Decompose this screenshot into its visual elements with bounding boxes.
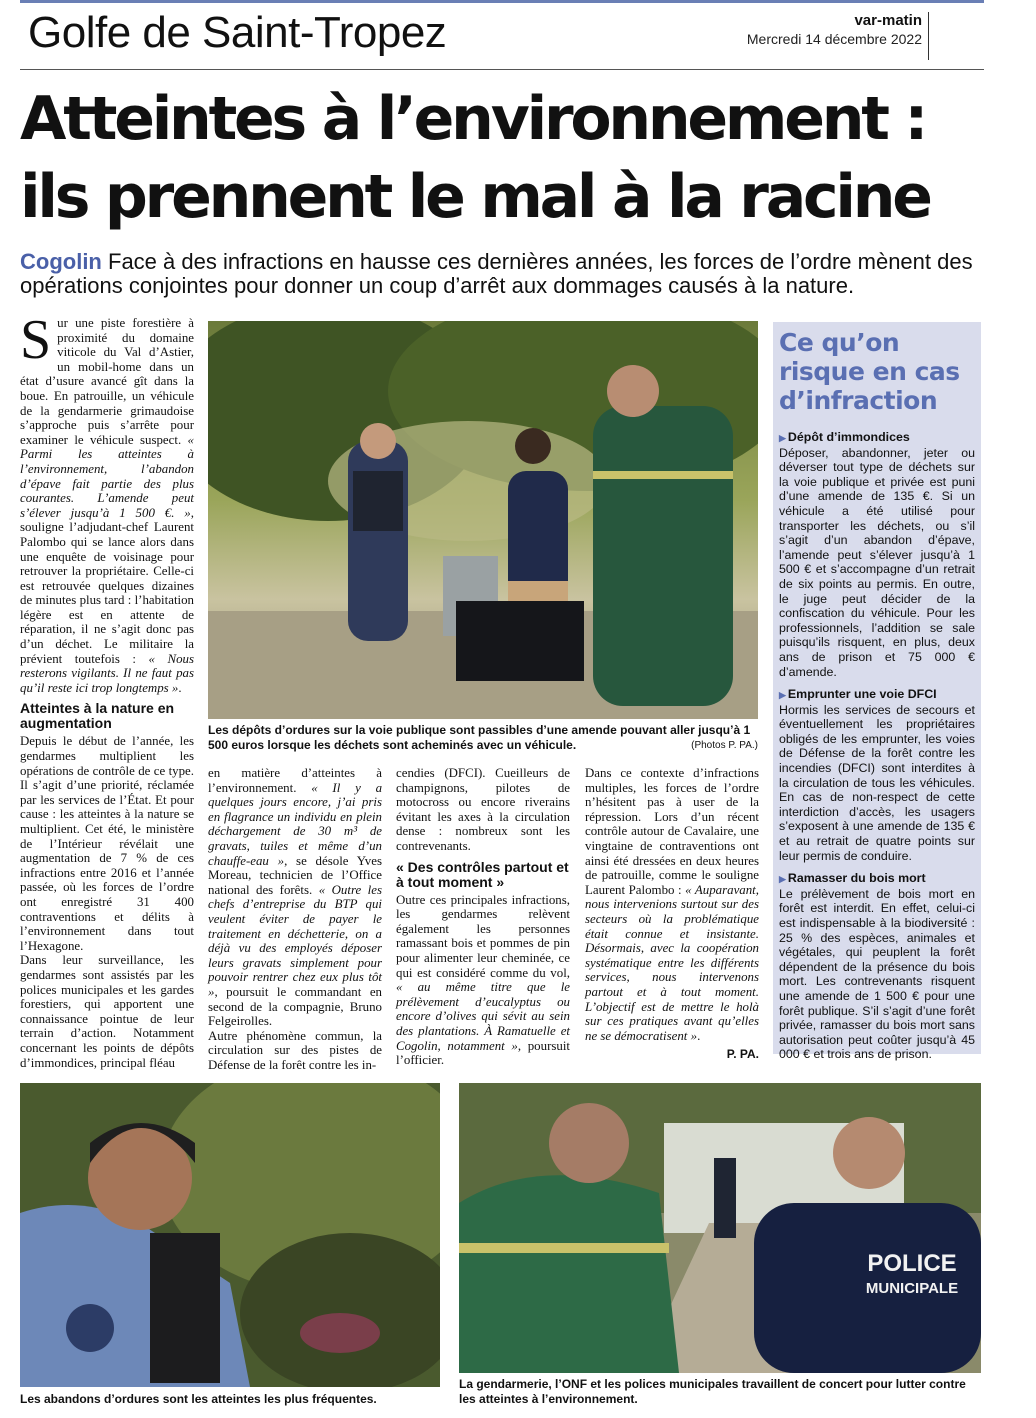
police-badge-line2: MUNICIPALE (865, 1280, 959, 1297)
header-separator (928, 12, 929, 60)
col1-text-1c: . (178, 680, 182, 695)
triangle-bullet-icon: ▶ (779, 874, 786, 885)
sidebar-title: Ce qu’on risque en cas d’infraction (779, 328, 960, 415)
author-signature: P. PA. (726, 1047, 759, 1062)
top-rule (20, 0, 984, 3)
col3-text-2b: , poursuit l’officier. (396, 1038, 570, 1068)
col4-quote-1: « Auparavant, nous intervenions surtout sur des secteurs où la problématique était connue et insistante. Désormais, avec la coopération systématique entre les différents services, nous intervenons partout et à tout moment. L’objectif est de mettre le holà sur ces pratiques avant qu’elles ne se démocratisent » (585, 882, 759, 1043)
sidebar-item-heading: ▶ Ramasser du bois mort (779, 871, 926, 886)
main-photo-caption-text: Les dépôts d’ordures sur la voie publique sont passibles d’une amende pouvant aller jusqu’à 1 500 euros lorsque les déchets sont acheminés avec un véhicule. (208, 723, 751, 752)
triangle-bullet-icon: ▶ (779, 690, 786, 701)
article-column-4 (585, 766, 759, 1062)
masthead (740, 12, 922, 47)
bottom-right-photo-illustration (459, 1083, 981, 1373)
col2-text-1c: , poursuit le commandant en second de la compagnie, Bruno Felgeirolles. (208, 984, 382, 1029)
col1-quote-1: « Parmi les atteintes à l’environnement, l’abandon d’épave fait partie des plus courantes. L’amende peut s’élever jusqu’à 1 500 €. » (20, 432, 194, 520)
lede-text: Face à des infractions en hausse ces dernières années, les forces de l’ordre mènent des opérations conjointes pour donner un coup d’arrêt aux dommages causés à la nature. (20, 249, 973, 298)
col2-text-1b: , se désole Yves Moreau, technicien de l’Office national des forêts. (208, 853, 382, 897)
sidebar-body (779, 430, 975, 1070)
bottom-right-caption: La gendarmerie, l’ONF et les polices municipales travaillent de concert pour lutter contre les atteintes à l’environnement. (459, 1377, 966, 1406)
police-badge-line1: POLICE (867, 1250, 957, 1277)
section-title: Golfe de Saint-Tropez (28, 8, 447, 57)
bottom-left-photo (20, 1083, 440, 1387)
drop-cap: S (20, 309, 52, 371)
col1-quote-2: « Nous resterons vigilants. Il ne faut pas qu’il reste ici trop longtemps » (20, 651, 194, 695)
col4-text-1b: . (697, 1028, 701, 1043)
article-column-3 (396, 766, 570, 1068)
col2-text-1a: en matière d’atteintes à l’environnement. (208, 766, 382, 795)
headline (20, 80, 1010, 236)
col2-paragraph-2: Autre phénomène commun, la circulation sur des pistes de Défense de la forêt contre les in- (208, 1028, 382, 1072)
photo-credit: (Photos P. PA.) (691, 740, 758, 751)
sidebar-item-text: Hormis les services de secours et éventuellement les propriétaires obligés de les emprunter, les voies de Défense de la forêt contre les incendies (DFCI) sont interdites à la circulation de tous les véhicules. En cas de non-respect de cette interdiction d’accès, les usagers s’exposent à une amende de 135 € et au retrait de quatre points sur leur permis de conduire. (779, 702, 975, 863)
col1-text-1: ur une piste forestière à proximité du domaine viticole du Val d’Astier, un mobil-home dans un état d’usure avancé gît dans la boue. En patrouille, un véhicule de la gendarmerie grimaudoise s’approche puis s’arrête pour examiner le véhicule suspect. (20, 316, 194, 447)
sidebar-box (773, 322, 981, 1062)
col3-text-2a: Outre ces principales infractions, les gendarmes relèvent également les personnes ramassant bois et pommes de pin pour alimenter leur cheminée, ce qui est considéré comme du vol, (396, 892, 570, 980)
sidebar-item-heading: ▶ Dépôt d’immondices (779, 430, 910, 444)
headline-line-2: ils prennent le mal à la racine (20, 162, 930, 232)
main-photo-illustration (208, 321, 758, 719)
sidebar-item-heading: ▶ Emprunter une voie DFCI (779, 687, 937, 702)
col1-text-1b: , souligne l’adjudant-chef Laurent Palombo qui se lance alors dans une enquête de voisinage pour retrouver la propriétaire. Celle-ci est retrouvée quelques dizaines de minutes plus tard : l’habitation légère est en attente de réparation, il ne s’agit donc pas d’un déchet. Le militaire la prévient toutefois : (20, 505, 194, 666)
bottom-left-photo-illustration (20, 1083, 440, 1387)
col3-paragraph-1: cendies (DFCI). Cueilleurs de champignons, pilotes de motocross ou encore riverains évitant les axes à la circulation dense : nombreux sont les contrevenants. (396, 766, 570, 853)
triangle-bullet-icon: ▶ (779, 433, 786, 443)
col3-quote-1: « au même titre que le prélèvement d’eucalyptus ou encore d’olives qui sévit au sein des plantations. À Ramatuelle et Cogolin, notamment » (396, 980, 570, 1053)
main-photo (208, 321, 758, 719)
headline-line-1: Atteintes à l’environnement : (20, 84, 926, 154)
subheading-2: « Des contrôles partout et à tout moment » (396, 858, 569, 890)
bottom-left-caption: Les abandons d’ordures sont les atteintes les plus fréquentes. (20, 1392, 377, 1406)
col2-quote-1: « Il y a quelques jours encore, j’ai pris en flagrance un individu en plein déchargement de 30 m³ de gravats, tuiles et même d’un chauffe-eau » (208, 780, 383, 868)
col1-paragraph-2: Depuis le début de l’année, les gendarmes multiplient les opérations de contrôle de ce type. Il s’agit d’une priorité, réclamée par les services de l’État. Et pour cause : les atteintes à la nature se multiplient. Cet été, le ministère de l’Intérieur révélait une augmentation de 7 % de ces infractions entre 2016 et l’année passée, où les forces de l’ordre ont enregistré 31 400 contraventions et délits à l’environnement dans tout l’Hexagone. (20, 734, 194, 953)
sidebar-item-text: Le prélèvement de bois mort en forêt est interdit. En effet, celui-ci est indispensable à la biodiversité : 25 % des espèces, animales et végétales, qui peuplent la forêt dépendent de la présence du bois mort. Les contrevenants risquent une amende de 1 500 € pour une forêt publique. S’il s’agit d’une forêt privée, ramasser du bois mort sans autorisation peut coûter jusqu’à 45 000 € et trois ans de prison. (779, 886, 975, 1062)
article-column-1 (20, 309, 194, 1070)
subheading-1: Atteintes à la nature en augmentation (20, 700, 175, 732)
lede (20, 250, 980, 298)
sidebar-item-text: Déposer, abandonner, jeter ou déverser tout type de déchets sur la voie publique et privée est puni d’une amende de 135 €. Si un véhicule a été utilisé pour transporter les déchets, ou s’il s’agit d’un abandon d’épave, l’amende peut s’élever jusqu’à 1 500 € et s’accompagne d’un retrait de six points au permis. En outre, le juge peut décider de la confiscation du véhicule. Pour les professionnels, l’addition se sale puisqu’ils risquent, en plus, deux ans de prison et 75 000 € d’amende. (779, 445, 975, 679)
article-column-2 (208, 766, 382, 1072)
col4-text-1a: Dans ce contexte d’infractions multiples, les forces de l’ordre n’hésitent pas à user de la répression. Lors d’un récent contrôle autour de Cavalaire, une vingtaine de contraventions ont ainsi été dressées en deux heures de patrouille, comme le souligne Laurent Palombo : (585, 766, 759, 897)
col2-quote-2: « Outre les chefs d’entreprise du BTP qui veulent éviter de payer le traitement en déchetterie, on a déjà vu des employés déposer leurs gravats simplement pour pouvoir rentrer chez eux plus tôt » (208, 882, 383, 999)
col1-paragraph-3: Dans leur surveillance, les gendarmes sont assistés par les polices municipales et les gardes forestiers, qui apportent une connaissance pointue de leur terrain d’action. Notamment concernant les points de dépôts d’immondices, principal fléau (20, 953, 194, 1070)
brand-name: var-matin (854, 12, 922, 29)
bottom-right-photo (459, 1083, 981, 1373)
main-photo-caption (208, 723, 758, 753)
header-rule (20, 69, 984, 70)
lede-kicker: Cogolin (20, 249, 102, 274)
issue-date: Mercredi 14 décembre 2022 (746, 31, 922, 47)
